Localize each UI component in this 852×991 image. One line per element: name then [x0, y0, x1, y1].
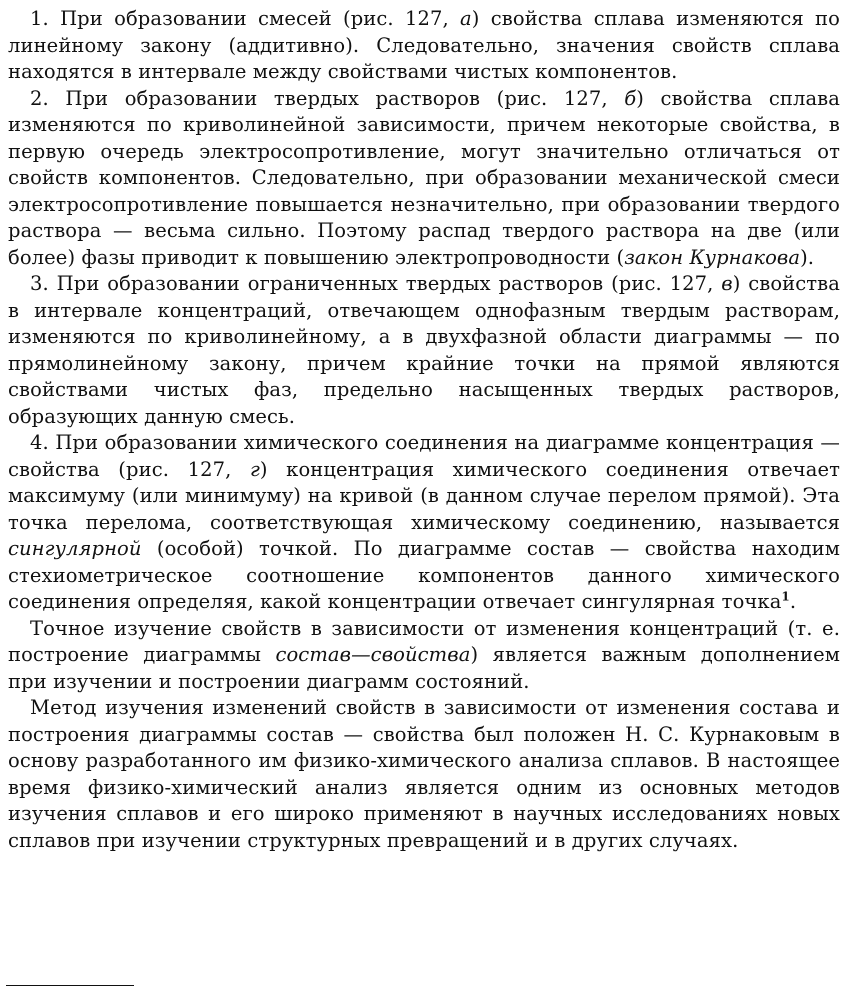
paragraph-text: Точное изучение свойств в зависимости от изменения концентраций (т. е. построение диаграммы: [8, 616, 840, 666]
paragraph-6: [8, 695, 840, 854]
paragraph-text: При образовании смесей (рис. 127,: [48, 7, 461, 30]
footnote-divider: [6, 985, 134, 986]
italic-term: состав—свойства: [275, 643, 471, 666]
paragraph-text: Метод изучения изменений свойств в зависимости от изменения состава и построения диаграммы состав — свойства был положен Н. С. Курнаковым в основу разработанного им физико-химического анализа сплавов. В настоящее время физико-химический анализ является одним из основных методов изучения сплавов и его широко применяют в научных исследованиях новых сплавов при изучении структурных превращений и в других случаях.: [8, 696, 840, 852]
paragraph-3: [8, 271, 840, 430]
paragraph-text: .: [789, 590, 797, 613]
paragraph-5: [8, 616, 840, 696]
paragraph-text: При образовании химического соединения на диаграмме концентрация — свойства (рис. 127,: [8, 431, 840, 481]
paragraph-number: 1.: [30, 7, 49, 30]
italic-term: закон Курнакова: [624, 245, 801, 269]
paragraph-text: ) свойства сплава изменяются по криволинейной зависимости, причем некоторые свойства, в первую очередь электросопротивление, могут значительно отличаться от свойств компонентов. Следовательно, при образовании механической смеси электросопротивление повышается незначительно, при образовании твердого раствора — весьма сильно. Поэтому распад твердого раствора на две (или более) фазы приводит к повышению электропроводности (: [8, 86, 840, 269]
paragraph-text: ) концентрация химического соединения отвечает максимуму (или минимуму) на кривой (в данном случае перелом прямой). Эта точка перелома, соответствующая химическому соединению, называется: [8, 457, 841, 534]
figure-letter: в: [721, 272, 733, 295]
paragraph-text: ).: [800, 245, 815, 269]
paragraph-text: ) является важным дополнением при изучении и построении диаграмм состояний.: [8, 643, 840, 693]
italic-term: сингулярной: [8, 537, 142, 560]
paragraph-text: (особой) точкой. По диаграмме состав — свойства находим стехиометрическое соотношение компонентов данного химического соединения определяя, какой концентрации отвечает сингулярная точка: [8, 537, 840, 613]
paragraph-2: [8, 86, 840, 272]
paragraph-text: При образовании ограниченных твердых растворов (рис. 127,: [48, 272, 722, 295]
figure-letter: г: [249, 457, 260, 481]
paragraph-text: ) свойства в интервале концентраций, отвечающем однофазным твердым растворам, изменяются по криволинейному, а в двухфазной области диаграммы — по прямолинейному закону, причем крайние точки на прямой являются свойствами чистых фаз, предельно насыщенных твердых растворов, образующих данную смесь.: [8, 272, 840, 428]
paragraph-number: 2.: [30, 86, 49, 110]
paragraph-text: При образовании твердых растворов (рис. 127,: [48, 86, 625, 110]
paragraph-text: ) свойства сплава изменяются по линейному закону (аддитивно). Следовательно, значения свойств сплава находятся в интервале между свойствами чистых компонентов.: [8, 7, 840, 83]
figure-letter: б: [624, 86, 637, 110]
footnote-mark: 1: [781, 589, 790, 604]
paragraph-number: 3.: [30, 272, 49, 295]
paragraph-4: [8, 430, 840, 616]
paragraph-number: 4.: [30, 431, 49, 454]
figure-letter: а: [460, 7, 472, 30]
paragraph-1: [8, 6, 840, 86]
